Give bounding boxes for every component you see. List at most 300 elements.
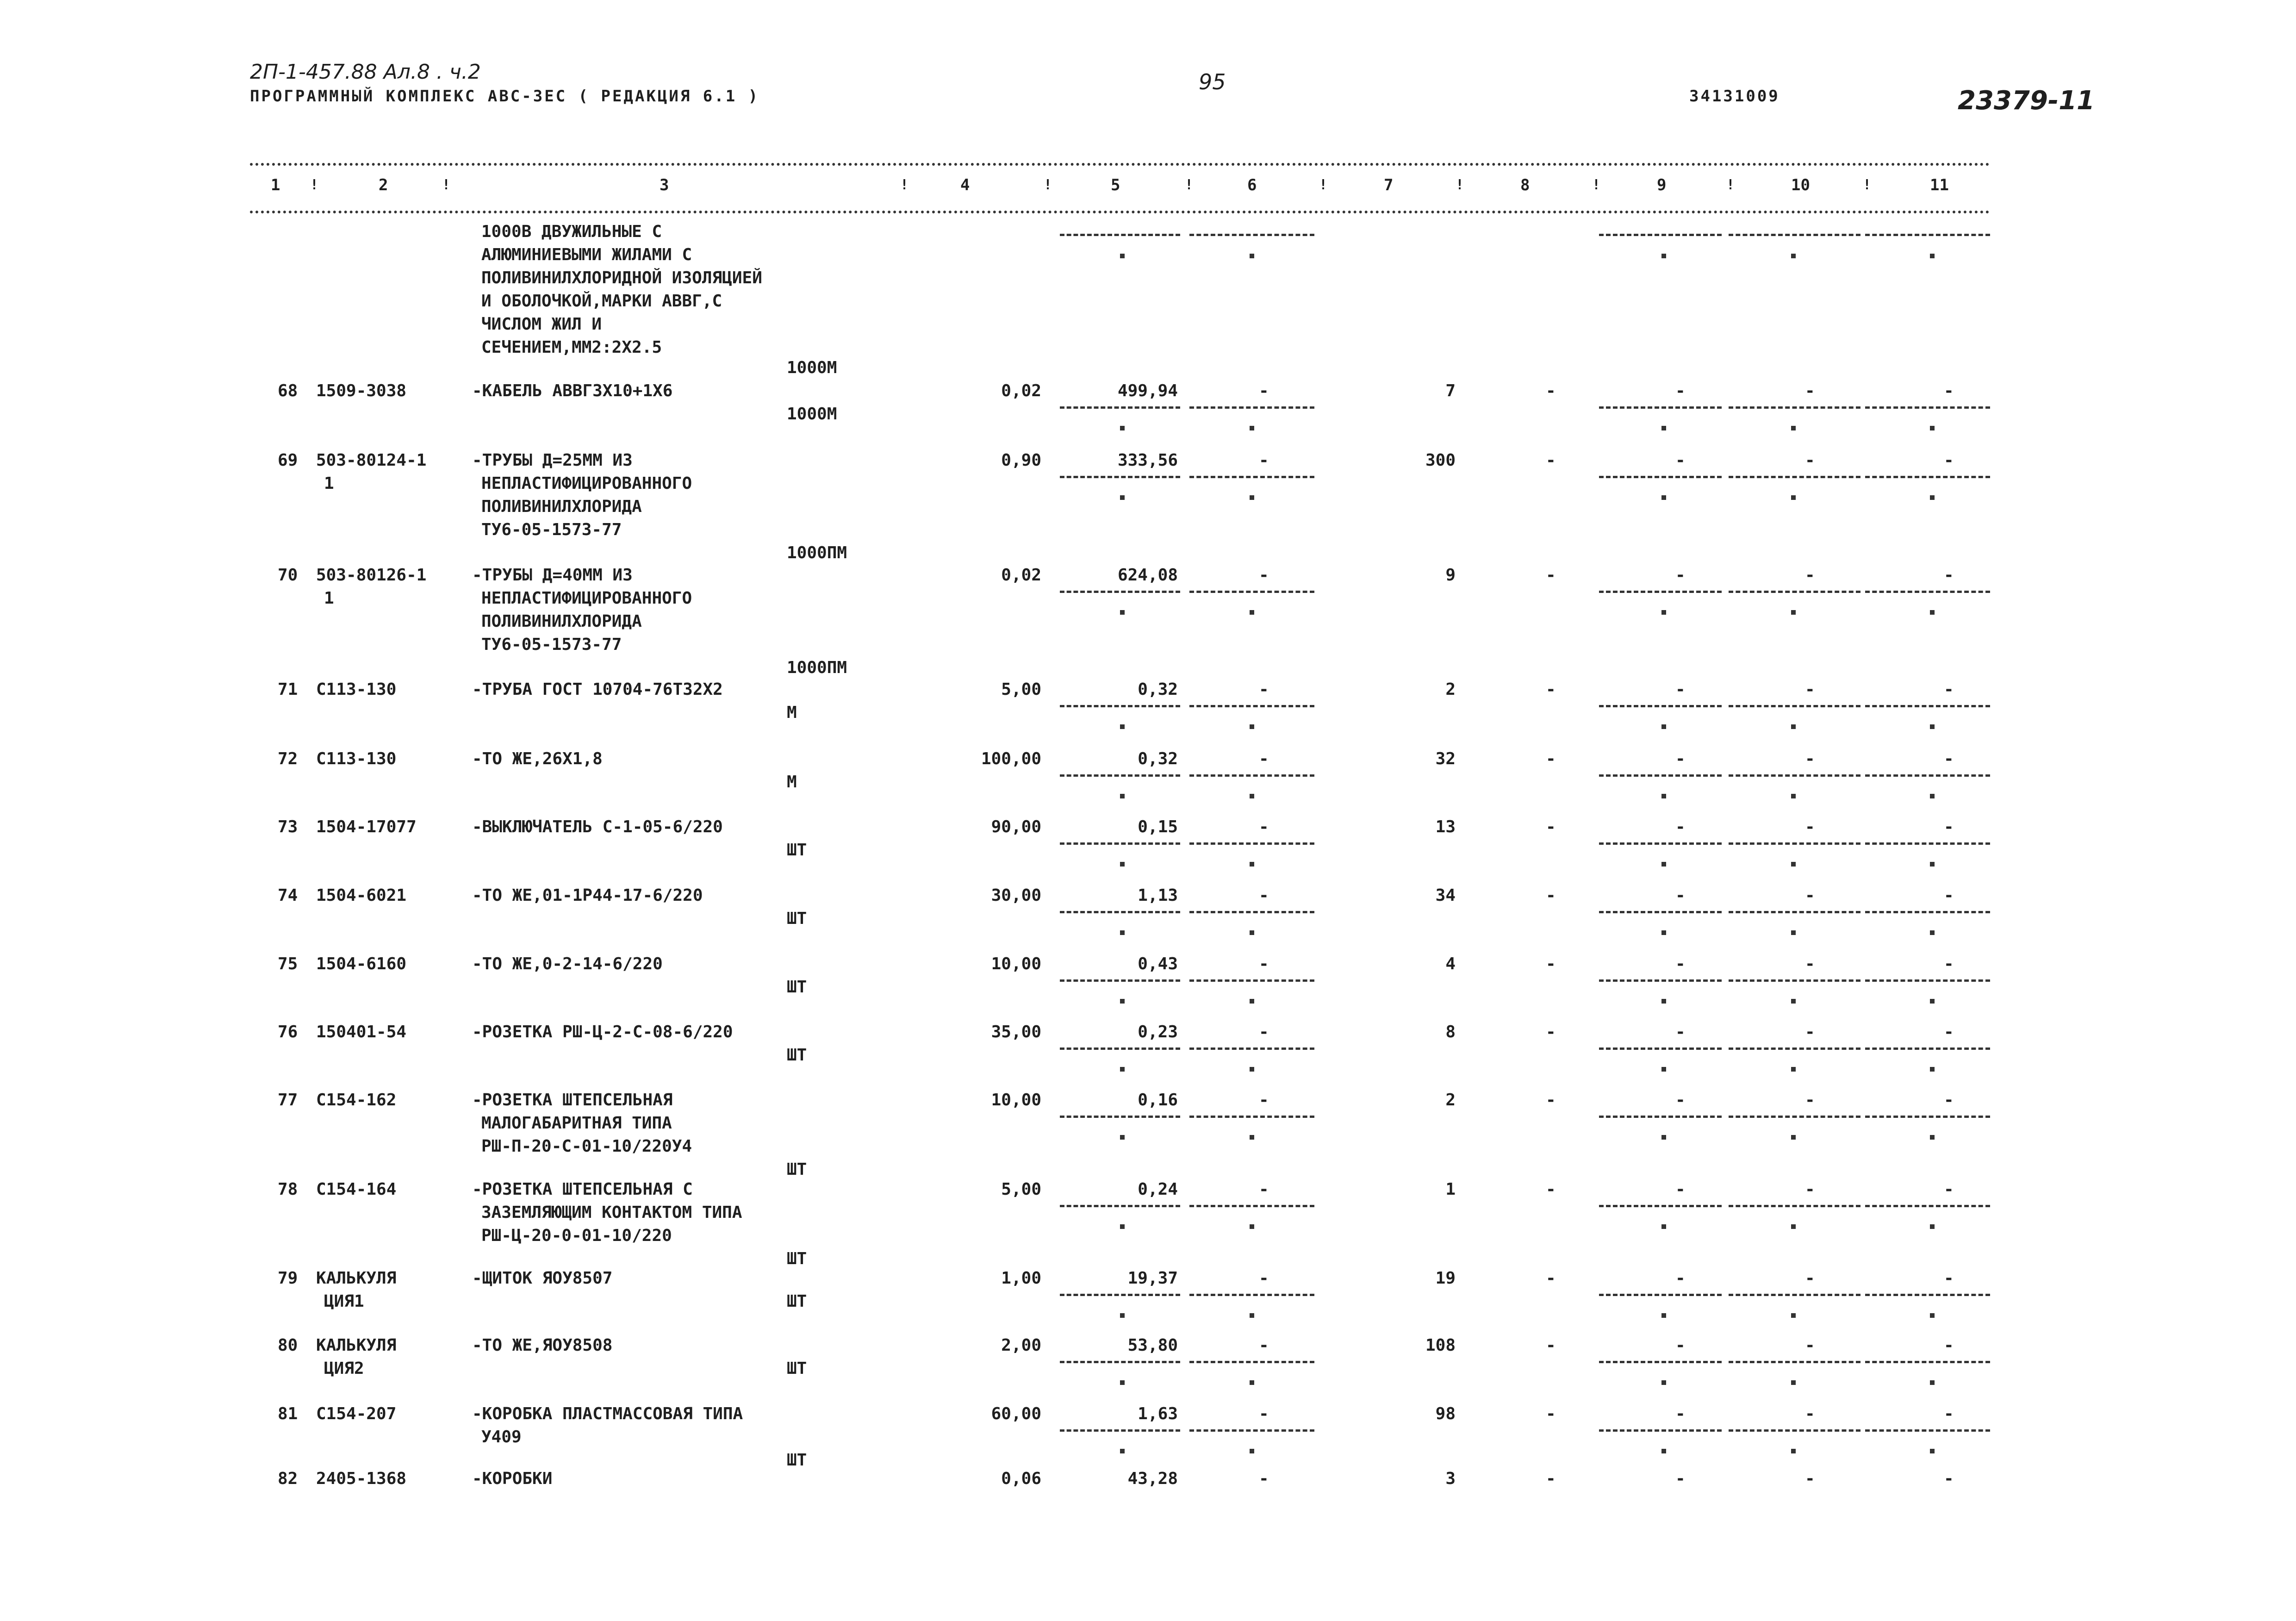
dash-line [1865,1205,1990,1207]
dash-mark [1250,254,1254,258]
row-description: -ТРУБЫ Д=25ММ ИЗ [472,451,633,470]
dash-mark [1120,1224,1125,1229]
row-price: 333,56 [1117,451,1178,470]
row-description: ПОЛИВИНИЛХЛОРИДА [481,497,642,516]
dash-line [1060,406,1180,409]
row-col11: - [1944,817,1954,836]
dash-line [1729,591,1860,593]
dash-mark [1120,495,1125,500]
row-number: 71 [278,680,298,699]
row-col11: - [1944,1404,1954,1423]
header-rule [250,211,1990,213]
row-number: 77 [278,1091,298,1110]
row-price: 624,08 [1117,566,1178,585]
row-col11: - [1944,381,1954,400]
row-col6: - [1259,1336,1269,1355]
dash-mark [1250,1224,1254,1229]
row-col11: - [1944,1336,1954,1355]
row-number: 82 [278,1469,298,1488]
dash-line [1865,979,1990,982]
dash-line [1189,234,1314,236]
dash-mark [1930,794,1935,798]
dash-mark [1791,930,1796,935]
dash-mark [1250,1380,1254,1385]
intro-line: 1000В ДВУЖИЛЬНЫЕ С [481,222,662,241]
column-number-6: 6 [1247,176,1257,194]
dash-mark [1250,1313,1254,1318]
row-col8: - [1546,817,1556,836]
row-col9: - [1675,680,1686,699]
row-col9: - [1675,749,1686,768]
column-separator: ! [442,177,451,193]
row-code: С113-130 [316,680,397,699]
dash-mark [1120,1380,1125,1385]
row-code: ЦИЯ2 [324,1359,364,1378]
row-description: -РОЗЕТКА РШ-Ц-2-С-08-6/220 [472,1022,733,1041]
row-col7: 3 [1445,1469,1456,1488]
dash-line [1599,234,1722,236]
dash-line [1865,234,1990,236]
row-col10: - [1805,1269,1815,1288]
row-col8: - [1546,1091,1556,1110]
row-col7: 7 [1445,381,1456,400]
dash-line [1865,406,1990,409]
dash-line [1599,774,1722,777]
dash-line [1189,1294,1314,1296]
row-col8: - [1546,451,1556,470]
dash-line [1729,1116,1860,1118]
row-quantity: 2,00 [1001,1336,1041,1355]
row-number: 80 [278,1336,298,1355]
dash-line [1599,911,1722,913]
row-col9: - [1675,954,1686,973]
dash-line [1189,911,1314,913]
intro-line: ЧИСЛОМ ЖИЛ И [481,315,602,334]
row-code: 503-80124-1 [316,451,427,470]
dash-mark [1791,495,1796,500]
dash-line [1599,1047,1722,1050]
dash-line [1060,979,1180,982]
document-reference: 2П-1-457.88 Ал.8 . ч.2 [250,60,481,84]
row-description: ТУ6-05-1573-77 [481,635,622,654]
row-unit: 1000ПМ [787,543,847,562]
row-col11: - [1944,749,1954,768]
column-separator: ! [1592,177,1601,193]
row-unit: ШТ [787,1249,807,1268]
column-number-9: 9 [1657,176,1667,194]
row-col10: - [1805,1336,1815,1355]
row-quantity: 35,00 [991,1022,1041,1041]
dash-line [1189,406,1314,409]
row-col6: - [1259,1404,1269,1423]
dash-line [1729,842,1860,845]
row-col8: - [1546,749,1556,768]
row-quantity: 0,02 [1001,381,1041,400]
dash-line [1865,1429,1990,1432]
row-price: 0,23 [1138,1022,1178,1041]
row-col10: - [1805,1469,1815,1488]
column-separator: ! [1044,177,1052,193]
row-price: 0,32 [1138,749,1178,768]
dash-line [1060,1429,1180,1432]
row-col9: - [1675,381,1686,400]
column-number-1: 1 [271,176,280,194]
row-col6: - [1259,954,1269,973]
column-separator: ! [1863,177,1872,193]
row-col8: - [1546,680,1556,699]
dash-mark [1250,999,1254,1004]
row-col7: 19 [1435,1269,1456,1288]
dash-line [1729,1429,1860,1432]
row-description: -КОРОБКИ [472,1469,553,1488]
dash-line [1060,842,1180,845]
row-col10: - [1805,817,1815,836]
dash-mark [1120,1067,1125,1072]
row-col6: - [1259,1269,1269,1288]
row-quantity: 0,06 [1001,1469,1041,1488]
dash-mark [1120,1449,1125,1453]
dash-line [1599,1116,1722,1118]
row-price: 0,24 [1138,1180,1178,1199]
row-unit: М [787,773,797,792]
row-col8: - [1546,954,1556,973]
dash-line [1729,705,1860,707]
row-description: РШ-П-20-С-01-10/220У4 [481,1137,692,1156]
dash-mark [1791,999,1796,1004]
column-separator: ! [900,177,909,193]
row-col8: - [1546,381,1556,400]
row-description: -РОЗЕТКА ШТЕПСЕЛЬНАЯ С [472,1180,693,1199]
row-col11: - [1944,886,1954,905]
dash-mark [1930,1380,1935,1385]
document-code: 34131009 [1689,87,1780,106]
dash-mark [1120,1135,1125,1140]
dash-mark [1930,724,1935,729]
row-price: 1,13 [1138,886,1178,905]
dash-line [1729,1205,1860,1207]
dash-mark [1661,1313,1666,1318]
dash-line [1599,1294,1722,1296]
column-number-3: 3 [660,176,669,194]
row-col9: - [1675,817,1686,836]
intro-line: СЕЧЕНИЕМ,ММ2:2Х2.5 [481,338,662,357]
row-quantity: 30,00 [991,886,1041,905]
row-col11: - [1944,566,1954,585]
dash-mark [1250,1135,1254,1140]
row-description: -КАБЕЛЬ АВВГ3Х10+1Х6 [472,381,673,400]
dash-mark [1791,1135,1796,1140]
row-col9: - [1675,1180,1686,1199]
row-col6: - [1259,1022,1269,1041]
handwritten-number: 23379-11 [1958,86,2095,116]
row-number: 74 [278,886,298,905]
dash-line [1729,1361,1860,1363]
row-number: 69 [278,451,298,470]
dash-line [1729,476,1860,478]
row-col11: - [1944,1180,1954,1199]
dash-mark [1661,1135,1666,1140]
dash-mark [1250,930,1254,935]
row-col11: - [1944,451,1954,470]
dash-mark [1791,794,1796,798]
row-col10: - [1805,749,1815,768]
dash-mark [1791,426,1796,430]
dash-line [1599,476,1722,478]
dash-line [1599,406,1722,409]
row-code: ЦИЯ1 [324,1292,364,1311]
row-description: -КОРОБКА ПЛАСТМАССОВАЯ ТИПА [472,1404,743,1423]
dash-mark [1661,862,1666,867]
dash-line [1729,774,1860,777]
row-col8: - [1546,1180,1556,1199]
dash-line [1060,774,1180,777]
dash-mark [1120,426,1125,430]
dash-mark [1250,1067,1254,1072]
row-col7: 300 [1425,451,1456,470]
row-quantity: 10,00 [991,954,1041,973]
row-col6: - [1259,680,1269,699]
row-description: -ТО ЖЕ,ЯОУ8508 [472,1336,613,1355]
dash-line [1189,1116,1314,1118]
row-price: 0,32 [1138,680,1178,699]
row-col6: - [1259,749,1269,768]
row-unit: ШТ [787,1160,807,1179]
row-description: -ТО ЖЕ,26Х1,8 [472,749,603,768]
dash-mark [1661,610,1666,615]
dash-line [1060,1205,1180,1207]
row-description: У409 [481,1428,522,1446]
row-col11: - [1944,1091,1954,1110]
row-col8: - [1546,1336,1556,1355]
row-unit: 1000М [787,405,837,424]
dash-mark [1661,1449,1666,1453]
dash-line [1599,1429,1722,1432]
dash-mark [1120,794,1125,798]
dash-line [1599,842,1722,845]
dash-line [1060,1116,1180,1118]
row-description: ЗАЗЕМЛЯЮЩИМ КОНТАКТОМ ТИПА [481,1203,742,1222]
dash-mark [1661,930,1666,935]
dash-mark [1661,1380,1666,1385]
dash-line [1189,1205,1314,1207]
row-col7: 13 [1435,817,1456,836]
row-code: 1 [324,589,334,608]
row-description: -ВЫКЛЮЧАТЕЛЬ С-1-05-6/220 [472,817,723,836]
dash-line [1189,1361,1314,1363]
row-description: -ТРУБЫ Д=40ММ ИЗ [472,566,633,585]
row-col6: - [1259,1091,1269,1110]
row-col7: 2 [1445,680,1456,699]
dash-line [1729,911,1860,913]
row-quantity: 100,00 [981,749,1041,768]
row-price: 43,28 [1127,1469,1178,1488]
row-col10: - [1805,886,1815,905]
row-number: 68 [278,381,298,400]
row-col7: 4 [1445,954,1456,973]
row-code: 503-80126-1 [316,566,427,585]
row-code: 1504-6021 [316,886,407,905]
row-col7: 32 [1435,749,1456,768]
row-code: С154-164 [316,1180,397,1199]
row-col6: - [1259,1180,1269,1199]
program-title: ПРОГРАММНЫЙ КОМПЛЕКС АВС-3ЕС ( РЕДАКЦИЯ 6.1 ) [250,87,760,106]
row-quantity: 90,00 [991,817,1041,836]
row-code: КАЛЬКУЛЯ [316,1336,397,1355]
row-col6: - [1259,566,1269,585]
dash-mark [1661,426,1666,430]
dash-mark [1250,495,1254,500]
dash-line [1599,1361,1722,1363]
row-col8: - [1546,886,1556,905]
dash-line [1189,774,1314,777]
row-col9: - [1675,1269,1686,1288]
row-col6: - [1259,1469,1269,1488]
row-quantity: 60,00 [991,1404,1041,1423]
dash-line [1599,705,1722,707]
dash-line [1599,1205,1722,1207]
row-col11: - [1944,1269,1954,1288]
row-description: ТУ6-05-1573-77 [481,520,622,539]
dash-mark [1250,1449,1254,1453]
row-col6: - [1259,817,1269,836]
row-description: НЕПЛАСТИФИЦИРОВАННОГО [481,474,692,493]
row-description: -РОЗЕТКА ШТЕПСЕЛЬНАЯ [472,1091,673,1110]
row-description: -ТРУБА ГОСТ 10704-76Т32Х2 [472,680,723,699]
row-number: 76 [278,1022,298,1041]
row-number: 78 [278,1180,298,1199]
row-quantity: 5,00 [1001,680,1041,699]
dash-line [1060,911,1180,913]
dash-line [1060,591,1180,593]
row-col8: - [1546,1269,1556,1288]
intro-line: ПОЛИВИНИЛХЛОРИДНОЙ ИЗОЛЯЦИЕЙ [481,268,762,287]
dash-line [1189,1047,1314,1050]
column-number-2: 2 [379,176,388,194]
column-separator: ! [310,177,319,193]
dash-line [1865,1116,1990,1118]
row-description: -ТО ЖЕ,01-1Р44-17-6/220 [472,886,703,905]
column-number-4: 4 [960,176,970,194]
row-description: -ЩИТОК ЯОУ8507 [472,1269,613,1288]
dash-line [1865,1294,1990,1296]
row-col10: - [1805,1180,1815,1199]
row-col10: - [1805,1091,1815,1110]
row-col7: 108 [1425,1336,1456,1355]
column-separator: ! [1319,177,1328,193]
row-col6: - [1259,451,1269,470]
row-unit: 1000ПМ [787,658,847,677]
dash-line [1060,705,1180,707]
dash-line [1060,234,1180,236]
dash-mark [1791,1313,1796,1318]
row-col11: - [1944,680,1954,699]
dash-mark [1120,930,1125,935]
row-col8: - [1546,1404,1556,1423]
row-number: 73 [278,817,298,836]
dash-line [1865,705,1990,707]
row-col9: - [1675,451,1686,470]
row-description: МАЛОГАБАРИТНАЯ ТИПА [481,1114,672,1133]
row-col9: - [1675,1404,1686,1423]
dash-mark [1791,724,1796,729]
dash-line [1189,1429,1314,1432]
row-description: ПОЛИВИНИЛХЛОРИДА [481,612,642,631]
dash-mark [1250,426,1254,430]
row-col11: - [1944,954,1954,973]
row-code: 2405-1368 [316,1469,407,1488]
dash-mark [1930,426,1935,430]
intro-line: И ОБОЛОЧКОЙ,МАРКИ АВВГ,С [481,292,722,311]
dash-line [1865,911,1990,913]
row-col9: - [1675,1469,1686,1488]
dash-line [1729,1294,1860,1296]
dash-mark [1120,724,1125,729]
column-number-8: 8 [1520,176,1530,194]
column-number-10: 10 [1791,176,1810,194]
row-col10: - [1805,954,1815,973]
dash-line [1060,1361,1180,1363]
column-number-7: 7 [1384,176,1394,194]
row-col9: - [1675,566,1686,585]
top-rule [250,163,1990,166]
dash-line [1865,591,1990,593]
dash-mark [1120,862,1125,867]
dash-mark [1791,1224,1796,1229]
row-price: 0,43 [1138,954,1178,973]
row-unit: ШТ [787,909,807,928]
row-code: 1 [324,474,334,493]
row-code: 1504-17077 [316,817,417,836]
dash-mark [1930,254,1935,258]
row-code: КАЛЬКУЛЯ [316,1269,397,1288]
dash-mark [1930,930,1935,935]
dash-mark [1930,610,1935,615]
row-col10: - [1805,381,1815,400]
dash-line [1865,1047,1990,1050]
row-col8: - [1546,1022,1556,1041]
dash-mark [1930,1224,1935,1229]
dash-mark [1250,724,1254,729]
row-number: 72 [278,749,298,768]
row-price: 53,80 [1127,1336,1178,1355]
dash-mark [1661,254,1666,258]
row-quantity: 0,90 [1001,451,1041,470]
row-description: НЕПЛАСТИФИЦИРОВАННОГО [481,589,692,608]
row-col7: 1 [1445,1180,1456,1199]
dash-mark [1120,254,1125,258]
column-separator: ! [1456,177,1464,193]
dash-mark [1791,1067,1796,1072]
row-unit: М [787,703,797,722]
row-col7: 34 [1435,886,1456,905]
row-col6: - [1259,886,1269,905]
dash-line [1729,406,1860,409]
row-unit: ШТ [787,1359,807,1378]
dash-mark [1120,999,1125,1004]
row-price: 0,16 [1138,1091,1178,1110]
row-code: 150401-54 [316,1022,407,1041]
row-unit: ШТ [787,841,807,860]
dash-line [1189,705,1314,707]
row-col11: - [1944,1469,1954,1488]
row-col8: - [1546,1469,1556,1488]
dash-mark [1120,1313,1125,1318]
row-unit: ШТ [787,978,807,997]
dash-mark [1791,1449,1796,1453]
dash-line [1865,842,1990,845]
row-quantity: 5,00 [1001,1180,1041,1199]
row-col10: - [1805,451,1815,470]
